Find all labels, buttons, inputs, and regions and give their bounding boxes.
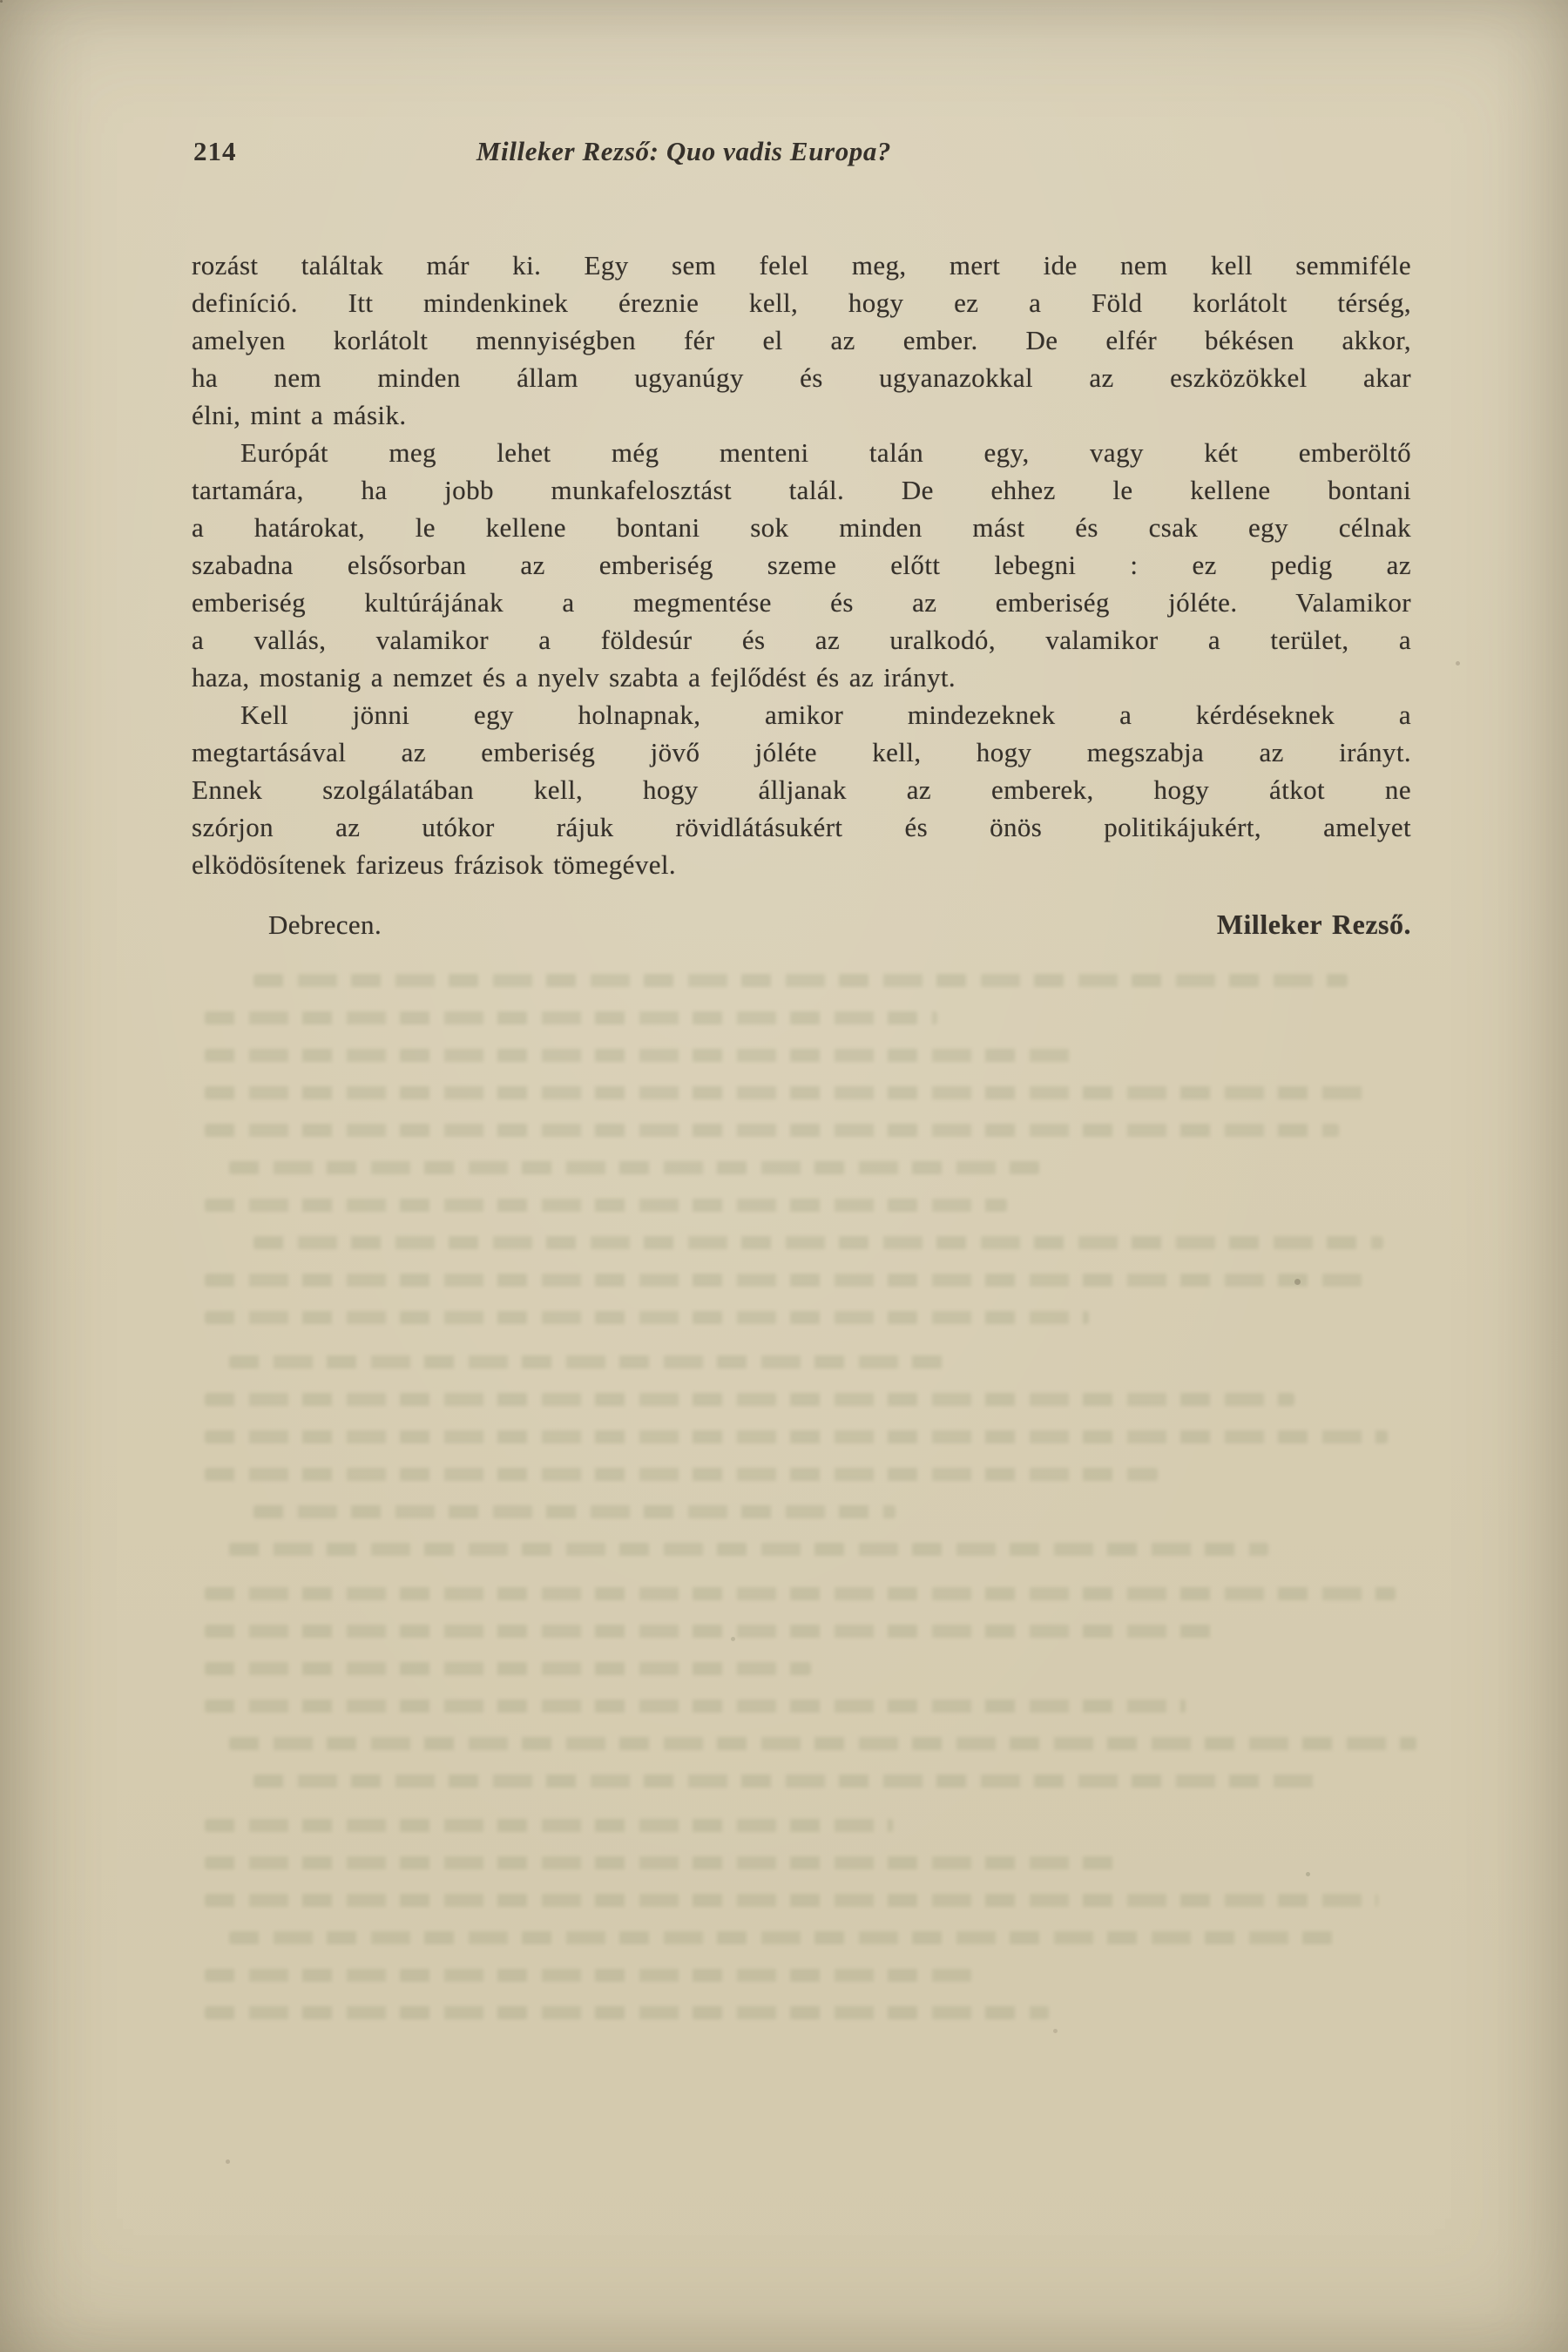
ghost-line — [253, 974, 1348, 987]
ghost-line — [229, 1737, 1416, 1750]
ghost-line — [205, 1049, 1081, 1062]
ghost-line — [205, 1011, 937, 1024]
ghost-line — [229, 1931, 1342, 1944]
text-line: a határokat, le kellene bontani sok minden mást és csak egy célnak — [192, 512, 1411, 543]
ghost-line — [205, 1625, 1220, 1638]
ghost-line — [253, 1505, 896, 1518]
ghost-line — [205, 1662, 811, 1675]
text-line: megtartásával az emberiség jövő jóléte kell, hogy megszabja az irányt. — [192, 737, 1411, 767]
text-line: Kell jönni egy holnapnak, amikor mindezeknek a kérdéseknek a — [240, 700, 1411, 730]
ghost-line — [205, 1856, 1120, 1869]
text-line: ha nem minden állam ugyanúgy és ugyanazokkal az eszközökkel akar — [192, 362, 1411, 393]
ghost-line — [205, 1700, 1186, 1713]
ghost-line — [205, 1468, 1158, 1481]
text-line: Ennek szolgálatában kell, hogy álljanak az emberek, hogy átkot ne — [192, 774, 1411, 805]
ghost-line — [229, 1161, 1040, 1174]
text-line: élni, mint a másik. — [192, 400, 407, 430]
text-line: amelyen korlátolt mennyiségben fér el az ember. De elfér békésen akkor, — [192, 325, 1411, 355]
paragraph — [192, 696, 1411, 883]
ghost-line — [205, 1274, 1369, 1287]
ghost-line — [205, 1587, 1396, 1600]
text-line: a vallás, valamikor a földesúr és az uralkodó, valamikor a terület, a — [192, 625, 1411, 655]
ghost-line — [205, 1393, 1294, 1406]
bleedthrough-ghost-text — [205, 974, 1420, 2044]
running-header: Milleker Rezső: Quo vadis Europa? — [476, 136, 892, 166]
text-line: haza, mostanig a nemzet és a nyelv szabta a fejlődést és az irányt. — [192, 662, 956, 693]
ghost-line — [229, 1355, 952, 1369]
text-line: szórjon az utókor rájuk rövidlátásukért és önös politikájukért, amelyet — [192, 812, 1411, 842]
ghost-line — [229, 1543, 1268, 1556]
text-line: rozást találtak már ki. Egy sem felel meg, mert ide nem kell semmiféle — [192, 250, 1411, 280]
paragraph — [192, 247, 1411, 434]
text-line: szabadna elsősorban az emberiség szeme előtt lebegni : ez pedig az — [192, 550, 1411, 580]
ghost-line — [205, 1311, 1089, 1324]
text-line: definíció. Itt mindenkinek éreznie kell, hogy ez a Föld korlátolt térség, — [192, 287, 1411, 318]
ghost-line — [205, 1086, 1366, 1099]
paragraph — [192, 434, 1411, 696]
author-signature: Milleker Rezső. — [1216, 909, 1411, 940]
ghost-line — [205, 1199, 1007, 1212]
ghost-line — [205, 1124, 1339, 1137]
ghost-line — [205, 1819, 893, 1832]
text-line: elködösítenek farizeus frázisok tömegével. — [192, 849, 677, 880]
page-number: 214 — [193, 136, 237, 166]
ghost-line — [253, 1774, 1321, 1788]
closing-row — [192, 906, 1411, 943]
body-text — [192, 247, 1411, 943]
text-line: Európát meg lehet még menteni talán egy, vagy két emberöltő — [240, 437, 1411, 468]
ghost-line — [253, 1236, 1383, 1249]
text-line: emberiség kultúrájának a megmentése és az emberiség jóléte. Valamikor — [192, 587, 1411, 618]
ghost-line — [205, 1430, 1388, 1443]
ghost-line — [205, 1894, 1378, 1907]
page-header — [192, 136, 1411, 176]
scan-speck — [0, 0, 3, 3]
text-line: tartamára, ha jobb munkafelosztást talál. De ehhez le kellene bontani — [192, 475, 1411, 505]
ghost-line — [205, 1969, 972, 1982]
ghost-line — [205, 2006, 1049, 2019]
place-line: Debrecen. — [268, 909, 382, 940]
